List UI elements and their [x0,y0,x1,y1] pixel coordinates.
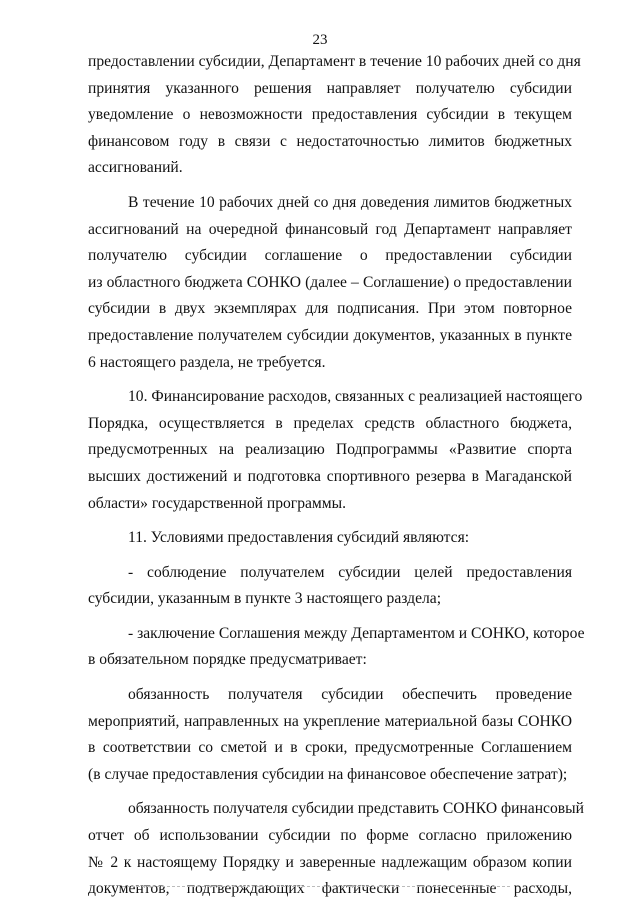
text-line: № 2 к настоящему Порядку и заверенные надлежащим образом копии [88,853,572,871]
text-line: мероприятий, направленных на укрепление материальной базы СОНКО [88,712,572,730]
text-line: - соблюдение получателем субсидии целей предоставления [128,563,572,581]
text-line: 10. Финансирование расходов, связанных с реализацией настоящего [128,388,583,406]
text-line: Порядка, осуществляется в пределах средств областного бюджета, [88,414,572,432]
text-line: 11. Условиями предоставления субсидий являются: [128,529,470,547]
text-line: высших достижений и подготовка спортивного резерва в Магаданской [88,467,572,485]
text-line: отчет об использовании субсидии по форме согласно приложению [88,827,572,845]
text-line: из областного бюджета СОНКО (далее – Соглашение) о предоставлении [88,273,572,291]
text-line: предоставление получателем субсидии документов, указанных в пункте [88,326,572,344]
text-line: субсидии, указанным в пункте 3 настоящего раздела; [88,590,442,608]
text-line: уведомление о невозможности предоставления субсидии в текущем [88,106,572,124]
text-line: - заключение Соглашения между Департаментом и СОНКО, которое [128,624,585,642]
paragraph-obligation-events [88,682,572,788]
text-line: предоставлении субсидии, Департамент в течение 10 рабочих дней со дня [88,53,581,70]
text-line: предусмотренных на реализацию Подпрограммы «Развитие спорта [88,441,572,459]
text-line: В течение 10 рабочих дней со дня доведения лимитов бюджетных [128,193,572,211]
text-line: финансовом году в связи с недостаточностью лимитов бюджетных [88,132,572,150]
text-line: обязанность получателя субсидии обеспечить проведение [128,686,572,704]
text-line: принятия указанного решения направляет получателю субсидии [88,79,572,97]
paragraph-agreement-sending [88,190,572,376]
text-line: получателю субсидии соглашение о предоставлении субсидии [88,247,572,265]
text-line: в обязательном порядке предусматривает: [88,651,367,669]
text-line: ассигнований. [88,159,183,177]
text-line: ассигнований на очередной финансовый год Департамент направляет [88,220,572,238]
page-number: 23 [312,32,328,48]
paragraph-condition-purpose-compliance [88,560,572,613]
text-line: обязанность получателя субсидии представить СОНКО финансовый [128,800,584,818]
scan-edge-divider [122,886,510,887]
paragraph-11-conditions [88,525,572,552]
paragraph-subsidy-refusal-notice [88,49,581,182]
text-line: документов, подтверждающих фактически понесенные расходы, [88,880,572,898]
paragraph-condition-agreement [88,621,585,674]
text-line: 6 настоящего раздела, не требуется. [88,353,326,371]
text-line: (в случае предоставления субсидии на финансовое обеспечение затрат); [88,765,568,783]
document-body [88,49,585,911]
text-line: в соответствии со сметой и в сроки, предусмотренные Соглашением [88,739,572,757]
text-line: субсидии в двух экземплярах для подписания. При этом повторное [88,300,572,318]
text-line: области» государственной программы. [88,494,347,512]
paragraph-10-financing [88,384,583,517]
